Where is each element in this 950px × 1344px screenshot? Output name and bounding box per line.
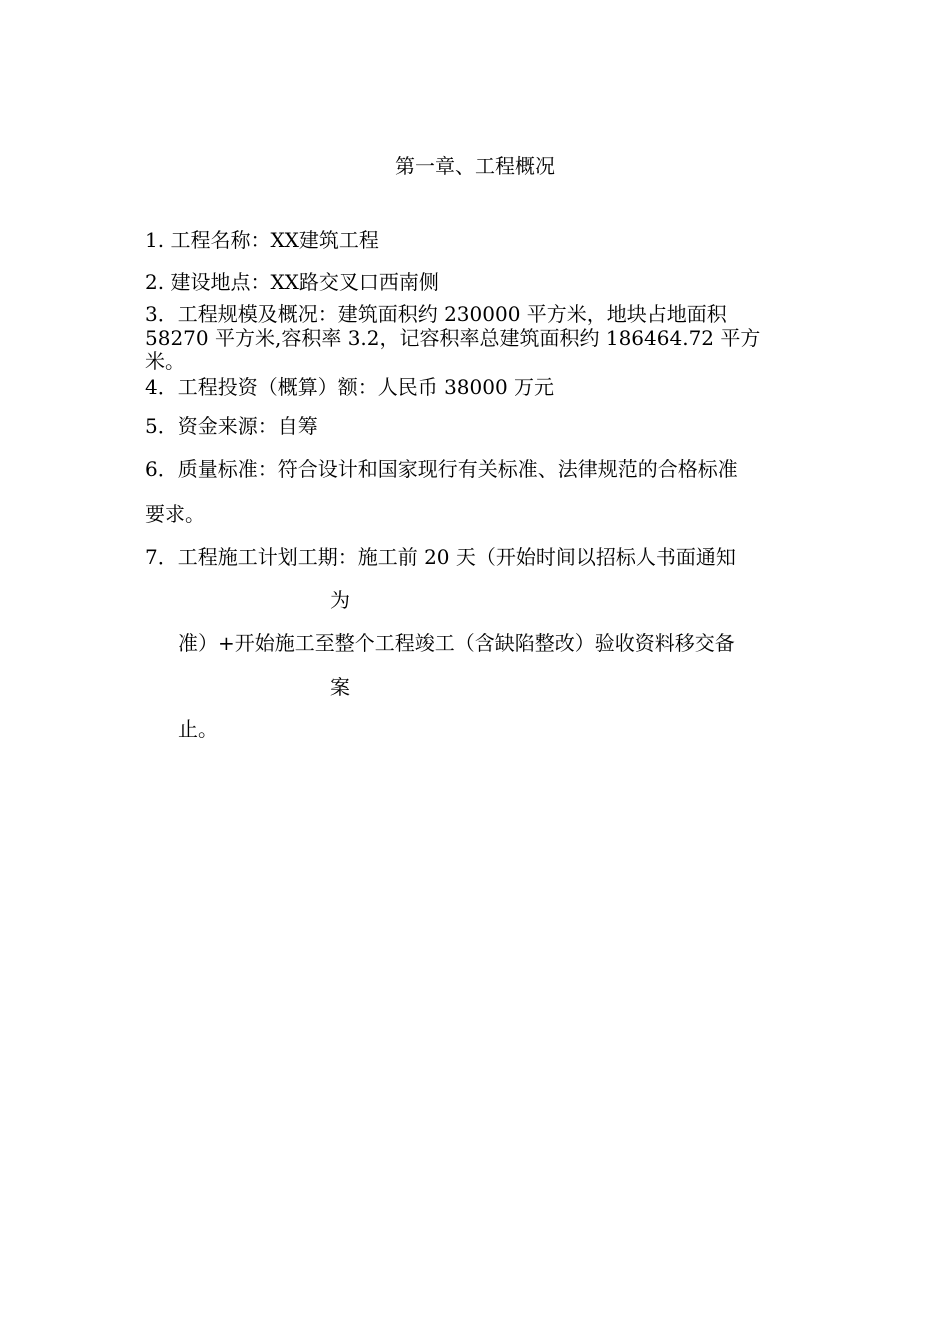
item-schedule-wrap2: 案 [330, 675, 350, 699]
item-schedule-wrap1: 为 [330, 588, 350, 612]
item-scale-line2: 58270 平方米,容积率 3.2，记容积率总建筑面积约 186464.72 平方 [145, 326, 761, 350]
item-funding: 5．资金来源：自筹 [145, 414, 318, 438]
item-location: 2. 建设地点：XX路交叉口西南侧 [145, 270, 439, 294]
item-project-name: 1. 工程名称：XX建筑工程 [145, 228, 379, 252]
item-schedule-line2: 准）+开始施工至整个工程竣工（含缺陷整改）验收资料移交备 [178, 631, 735, 655]
item-quality-line2: 要求。 [145, 502, 205, 526]
item-scale-line1: 3．工程规模及概况：建筑面积约 230000 平方米，地块占地面积 [145, 302, 727, 326]
chapter-title: 第一章、工程概况 [395, 154, 555, 178]
item-schedule-line1: 7．工程施工计划工期：施工前 20 天（开始时间以招标人书面通知 [145, 545, 736, 569]
item-quality-line1: 6．质量标准：符合设计和国家现行有关标准、法律规范的合格标准 [145, 457, 738, 481]
item-investment: 4．工程投资（概算）额：人民币 38000 万元 [145, 375, 555, 399]
item-scale-line3: 米。 [145, 349, 185, 373]
item-schedule-line3: 止。 [178, 717, 218, 741]
